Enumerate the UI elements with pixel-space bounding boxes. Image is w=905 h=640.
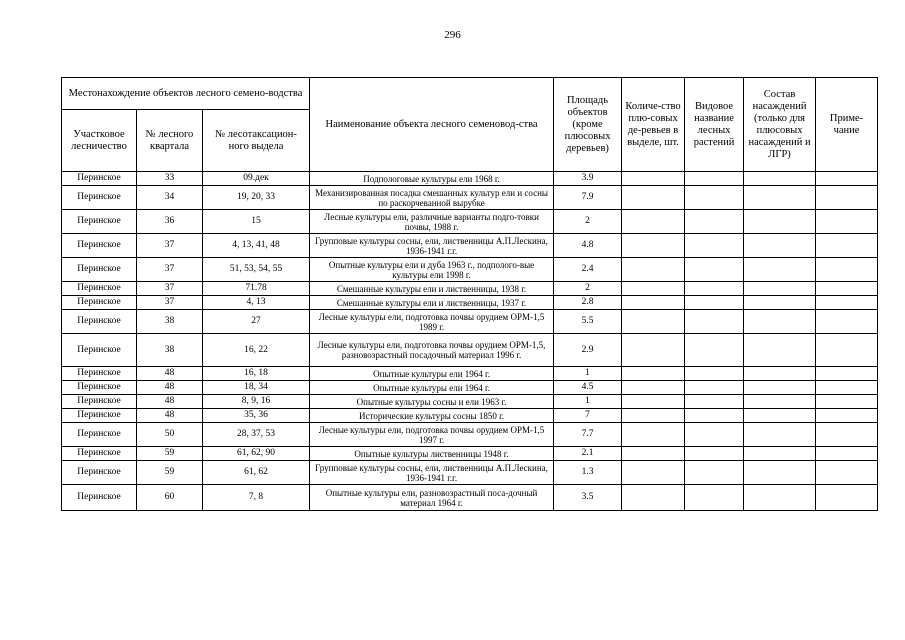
cell-plus-tree-count (622, 461, 685, 485)
cell-quarter: 48 (137, 381, 203, 395)
cell-object-name: Лесные культуры ели, подготовка почвы орудием ОРМ-1,5 1989 г. (310, 310, 554, 334)
cell-composition (744, 367, 816, 381)
table-row (62, 234, 878, 258)
cell-object-name: Опытные культуры ели, разновозрастный поса-дочный материал 1964 г. (310, 485, 554, 511)
cell-object-name: Опытные культуры ели 1964 г. (310, 367, 554, 381)
cell-species (685, 423, 744, 447)
cell-species (685, 395, 744, 409)
cell-object-name: Лесные культуры ели, подготовка почвы орудием ОРМ-1,5, разновозрастный посадочный материал 1996 г. (310, 334, 554, 367)
cell-district: Перинское (62, 395, 137, 409)
cell-note (816, 447, 878, 461)
cell-district: Перинское (62, 367, 137, 381)
cell-quarter: 36 (137, 210, 203, 234)
cell-note (816, 367, 878, 381)
cell-object-name: Исторические культуры сосны 1850 г. (310, 409, 554, 423)
cell-note (816, 282, 878, 296)
cell-district: Перинское (62, 461, 137, 485)
cell-area: 2.8 (554, 296, 622, 310)
table-row (62, 409, 878, 423)
cell-quarter: 37 (137, 258, 203, 282)
cell-species (685, 409, 744, 423)
seed-objects-table (61, 77, 878, 511)
cell-species (685, 461, 744, 485)
cell-object-name: Групповые культуры сосны, ели, лиственницы А.П.Лескина, 1936-1941 г.г. (310, 461, 554, 485)
cell-quarter: 48 (137, 409, 203, 423)
table-row (62, 395, 878, 409)
cell-composition (744, 423, 816, 447)
header-location-group: Местонахождение объектов лесного семено-водства (62, 78, 310, 110)
cell-quarter: 37 (137, 234, 203, 258)
cell-species (685, 367, 744, 381)
cell-object-name: Опытные культуры ели 1964 г. (310, 381, 554, 395)
cell-composition (744, 234, 816, 258)
cell-area: 2 (554, 282, 622, 296)
table-row (62, 258, 878, 282)
cell-area: 4.5 (554, 381, 622, 395)
cell-allotment: 71.78 (203, 282, 310, 296)
header-district: Участковое лесничество (62, 110, 137, 172)
cell-quarter: 60 (137, 485, 203, 511)
cell-area: 2.1 (554, 447, 622, 461)
cell-allotment: 61, 62, 90 (203, 447, 310, 461)
cell-note (816, 186, 878, 210)
cell-note (816, 381, 878, 395)
header-area: Площадь объектов (кроме плюсовых деревьев) (554, 78, 622, 172)
cell-area: 1 (554, 367, 622, 381)
cell-note (816, 395, 878, 409)
table-row (62, 186, 878, 210)
cell-note (816, 234, 878, 258)
cell-allotment: 09.дек (203, 172, 310, 186)
cell-object-name: Подпологовые культуры ели 1968 г. (310, 172, 554, 186)
cell-area: 5.5 (554, 310, 622, 334)
table-row (62, 447, 878, 461)
cell-note (816, 334, 878, 367)
cell-composition (744, 334, 816, 367)
cell-area: 2.4 (554, 258, 622, 282)
table-row (62, 485, 878, 511)
cell-plus-tree-count (622, 296, 685, 310)
cell-quarter: 37 (137, 296, 203, 310)
cell-plus-tree-count (622, 172, 685, 186)
table-row (62, 172, 878, 186)
cell-plus-tree-count (622, 258, 685, 282)
cell-object-name: Смешанные культуры ели и лиственницы, 1937 г. (310, 296, 554, 310)
cell-composition (744, 282, 816, 296)
cell-quarter: 59 (137, 447, 203, 461)
cell-area: 3.9 (554, 172, 622, 186)
cell-note (816, 409, 878, 423)
cell-species (685, 258, 744, 282)
cell-area: 2 (554, 210, 622, 234)
cell-plus-tree-count (622, 423, 685, 447)
header-species: Видовое название лесных растений (685, 78, 744, 172)
cell-allotment: 8, 9, 16 (203, 395, 310, 409)
cell-quarter: 59 (137, 461, 203, 485)
cell-object-name: Лесные культуры ели, различные варианты подго-товки почвы, 1988 г. (310, 210, 554, 234)
header-allotment: № лесотаксацион-ного выдела (203, 110, 310, 172)
cell-quarter: 34 (137, 186, 203, 210)
cell-species (685, 210, 744, 234)
cell-allotment: 19, 20, 33 (203, 186, 310, 210)
cell-allotment: 35, 36 (203, 409, 310, 423)
cell-composition (744, 186, 816, 210)
cell-composition (744, 485, 816, 511)
cell-quarter: 48 (137, 367, 203, 381)
table-body (62, 172, 878, 511)
cell-species (685, 485, 744, 511)
header-composition: Состав насаждений (только для плюсовых насаждений и ЛГР) (744, 78, 816, 172)
cell-district: Перинское (62, 186, 137, 210)
cell-district: Перинское (62, 381, 137, 395)
cell-plus-tree-count (622, 409, 685, 423)
cell-area: 2.9 (554, 334, 622, 367)
table-row (62, 282, 878, 296)
cell-composition (744, 210, 816, 234)
header-object-name: Наименование объекта лесного семеновод-ства (310, 78, 554, 172)
cell-species (685, 172, 744, 186)
cell-district: Перинское (62, 296, 137, 310)
cell-quarter: 50 (137, 423, 203, 447)
cell-plus-tree-count (622, 234, 685, 258)
table-row (62, 461, 878, 485)
cell-object-name: Смешанные культуры ели и лиственницы, 1938 г. (310, 282, 554, 296)
cell-composition (744, 447, 816, 461)
cell-plus-tree-count (622, 186, 685, 210)
cell-plus-tree-count (622, 210, 685, 234)
cell-object-name: Лесные культуры ели, подготовка почвы орудием ОРМ-1,5 1997 г. (310, 423, 554, 447)
cell-district: Перинское (62, 423, 137, 447)
cell-object-name: Групповые культуры сосны, ели, лиственницы А.П.Лескина, 1936-1941 г.г. (310, 234, 554, 258)
table-row (62, 423, 878, 447)
cell-plus-tree-count (622, 367, 685, 381)
header-note: Приме-чание (816, 78, 878, 172)
cell-allotment: 4, 13 (203, 296, 310, 310)
cell-allotment: 28, 37, 53 (203, 423, 310, 447)
cell-allotment: 18, 34 (203, 381, 310, 395)
cell-district: Перинское (62, 447, 137, 461)
cell-district: Перинское (62, 258, 137, 282)
cell-species (685, 447, 744, 461)
cell-district: Перинское (62, 334, 137, 367)
cell-allotment: 4, 13, 41, 48 (203, 234, 310, 258)
cell-species (685, 296, 744, 310)
cell-note (816, 310, 878, 334)
cell-composition (744, 296, 816, 310)
cell-area: 1.3 (554, 461, 622, 485)
cell-district: Перинское (62, 310, 137, 334)
cell-plus-tree-count (622, 310, 685, 334)
cell-plus-tree-count (622, 334, 685, 367)
cell-composition (744, 395, 816, 409)
cell-plus-tree-count (622, 447, 685, 461)
table-row (62, 381, 878, 395)
cell-allotment: 7, 8 (203, 485, 310, 511)
cell-area: 4.8 (554, 234, 622, 258)
cell-object-name: Опытные культуры сосны и ели 1963 г. (310, 395, 554, 409)
cell-composition (744, 258, 816, 282)
cell-area: 7.7 (554, 423, 622, 447)
cell-plus-tree-count (622, 485, 685, 511)
cell-note (816, 461, 878, 485)
cell-composition (744, 461, 816, 485)
cell-note (816, 485, 878, 511)
cell-quarter: 48 (137, 395, 203, 409)
cell-object-name: Механизированная посадка смешанных культур ели и сосны по раскорчеванной вырубке (310, 186, 554, 210)
cell-district: Перинское (62, 210, 137, 234)
cell-quarter: 37 (137, 282, 203, 296)
header-quarter: № лесного квартала (137, 110, 203, 172)
table-row (62, 367, 878, 381)
cell-species (685, 234, 744, 258)
cell-area: 7.9 (554, 186, 622, 210)
cell-composition (744, 381, 816, 395)
cell-allotment: 51, 53, 54, 55 (203, 258, 310, 282)
cell-note (816, 423, 878, 447)
cell-plus-tree-count (622, 395, 685, 409)
cell-area: 1 (554, 395, 622, 409)
table-row (62, 334, 878, 367)
cell-note (816, 258, 878, 282)
cell-note (816, 172, 878, 186)
cell-quarter: 38 (137, 310, 203, 334)
cell-allotment: 16, 18 (203, 367, 310, 381)
cell-note (816, 296, 878, 310)
cell-district: Перинское (62, 409, 137, 423)
cell-object-name: Опытные культуры ели и дуба 1963 г., подполого-вые культуры ели 1998 г. (310, 258, 554, 282)
cell-plus-tree-count (622, 282, 685, 296)
table-row (62, 310, 878, 334)
cell-note (816, 210, 878, 234)
cell-area: 7 (554, 409, 622, 423)
table-row (62, 210, 878, 234)
cell-species (685, 282, 744, 296)
cell-area: 3.5 (554, 485, 622, 511)
cell-quarter: 38 (137, 334, 203, 367)
cell-species (685, 381, 744, 395)
cell-composition (744, 310, 816, 334)
cell-allotment: 16, 22 (203, 334, 310, 367)
page-number: 296 (444, 29, 461, 41)
cell-district: Перинское (62, 485, 137, 511)
cell-object-name: Опытные культуры лиственницы 1948 г. (310, 447, 554, 461)
table-row (62, 296, 878, 310)
cell-plus-tree-count (622, 381, 685, 395)
cell-allotment: 61, 62 (203, 461, 310, 485)
cell-quarter: 33 (137, 172, 203, 186)
cell-district: Перинское (62, 282, 137, 296)
cell-composition (744, 409, 816, 423)
cell-species (685, 334, 744, 367)
header-plus-tree-count: Количе-ство плю-совых де-ревьев в выделе, шт. (622, 78, 685, 172)
table-header (62, 78, 878, 172)
cell-allotment: 15 (203, 210, 310, 234)
cell-composition (744, 172, 816, 186)
cell-allotment: 27 (203, 310, 310, 334)
cell-species (685, 310, 744, 334)
cell-species (685, 186, 744, 210)
cell-district: Перинское (62, 172, 137, 186)
cell-district: Перинское (62, 234, 137, 258)
